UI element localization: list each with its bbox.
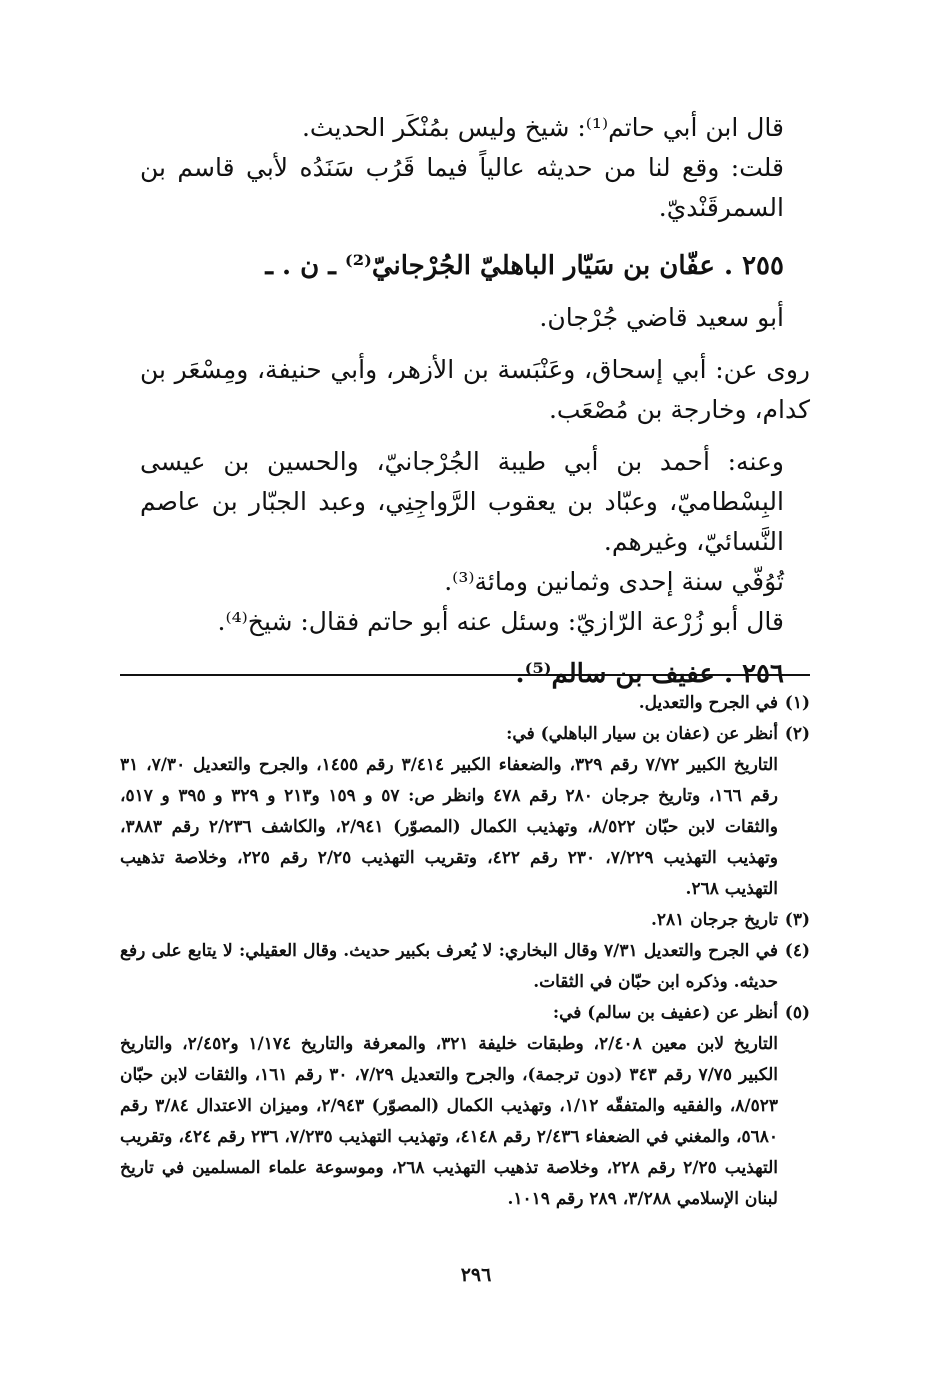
footnote-text: في الجرح والتعديل ٧/٣١ وقال البخاري: لا يُعرف بكبير حديث. وقال العقيلي: لا يتابع على رفع حديثه. وذكره ابن حبّان في الثقات.	[120, 941, 778, 992]
footnote-2	[120, 719, 810, 750]
footnote-number: (١)	[784, 693, 810, 713]
footnote-5-body: التاريخ لابن معين ٢/٤٠٨، وطبقات خليفة ٣٢١، والمعرفة والتاريخ ١/١٧٤ و٢/٤٥٢، والتاريخ الكبير ٧/٧٥ رقم ٣٤٣ (دون ترجمة)، والجرح والتعديل ٧/٢٩، ٣٠ رقم ١٦١، والثقات لابن حبّان ٨/٥٢٣، والفقيه والمتفقّه ١/١٢، وتهذيب الكمال (المصوّر) ٢/٩٤٣، وميزان الاعتدال ٣/٨٤ رقم ٥٦٨٠، والمغني في الضعفاء ٢/٤٣٦ رقم ٤١٤٨، وتهذيب التهذيب ٧/٢٣٥، ٢٣٦ رقم ٤٢٤، وتقريب التهذيب ٢/٢٥ رقم ٢٢٨، وخلاصة تذهيب التهذيب ٢٦٨، وموسوعة علماء المسلمين في تاريخ لبنان الإسلامي ٣/٢٨٨، ٢٨٩ رقم ١٠١٩.	[120, 1034, 778, 1209]
page-number: ٢٩٦	[460, 1264, 492, 1286]
footnote-number: (٤)	[784, 941, 810, 961]
footnote-text: أنظر عن (عفيف بن سالم) في:	[552, 1003, 778, 1023]
paragraph-death: تُوُفّي سنة إحدى وثمانين ومائة⁽³⁾.	[444, 567, 784, 596]
entry-256-heading: ٢٥٦ . عفيف بن سالم⁽⁵⁾.	[515, 659, 784, 689]
paragraph-abu-zura: قال أبو زُرْعة الرّازيّ: وسئل عنه أبو حاتم فقال: شيخ⁽⁴⁾.	[217, 607, 784, 636]
entry-255-heading: ٢٥٥ . عفّان بن سَيّار الباهليّ الجُرْجانيّ⁽²⁾ ـ ن . ـ	[265, 251, 784, 281]
footnote-number: (٢)	[784, 724, 810, 744]
footnotes	[120, 688, 810, 1215]
main-text	[140, 108, 810, 694]
footnote-1	[120, 688, 810, 719]
paragraph-kunya: أبو سعيد قاضي جُرْجان.	[539, 303, 784, 332]
footnote-number: (٣)	[784, 910, 810, 930]
paragraph-narrated-from: روى عن: أبي إسحاق، وعَنْبَسة بن الأزهر، وأبي حنيفة، ومِسْعَر بن كدام، وخارجة بن مُصْعَب.	[140, 355, 810, 424]
footnote-text: تاريخ جرجان ٢٨١.	[650, 910, 778, 930]
paragraph-narrated-by: وعنه: أحمد بن أبي طيبة الجُرْجانيّ، والحسين بن عيسى البِسْطاميّ، وعبّاد بن يعقوب الرَّواجِنِي، وعبد الجبّار بن عاصم النَّسائيّ، وغيرهم.	[140, 447, 784, 556]
footnote-number: (٥)	[784, 1003, 810, 1023]
footnote-text: أنظر عن (عفان بن سيار الباهلي) في:	[506, 724, 778, 744]
footnote-text: في الجرح والتعديل.	[638, 693, 778, 713]
paragraph-note: قلت: وقع لنا من حديثه عالياً فيما قَرُب سَنَدُه لأبي قاسم بن السمرقَنْديّ.	[140, 153, 784, 222]
footnote-3	[120, 905, 810, 936]
footnote-2-body: التاريخ الكبير ٧/٧٢ رقم ٣٢٩، والضعفاء الكبير ٣/٤١٤ رقم ١٤٥٥، والجرح والتعديل ٧/٣٠، ٣١ رقم ١٦٦، وتاريخ جرجان ٢٨٠ رقم ٤٧٨ وانظر ص: ٥٧ و ١٥٩ و٢١٣ و ٣٢٩ و ٣٩٥ و ٥١٧، والثقات لابن حبّان ٨/٥٢٢، وتهذيب الكمال (المصوّر) ٢/٩٤١، والكاشف ٢/٢٣٦ رقم ٣٨٨٣، وتهذيب التهذيب ٧/٢٢٩، ٢٣٠ رقم ٤٢٢، وتقريب التهذيب ٢/٢٥ رقم ٢٢٥، وخلاصة تذهيب التهذيب ٢٦٨.	[120, 755, 778, 899]
paragraph-abu-hatim: قال ابن أبي حاتم⁽¹⁾: شيخ وليس بمُنْكَر الحديث.	[301, 113, 784, 142]
footnote-5	[120, 998, 810, 1029]
footnote-divider	[120, 674, 810, 676]
footnote-4	[120, 936, 810, 998]
